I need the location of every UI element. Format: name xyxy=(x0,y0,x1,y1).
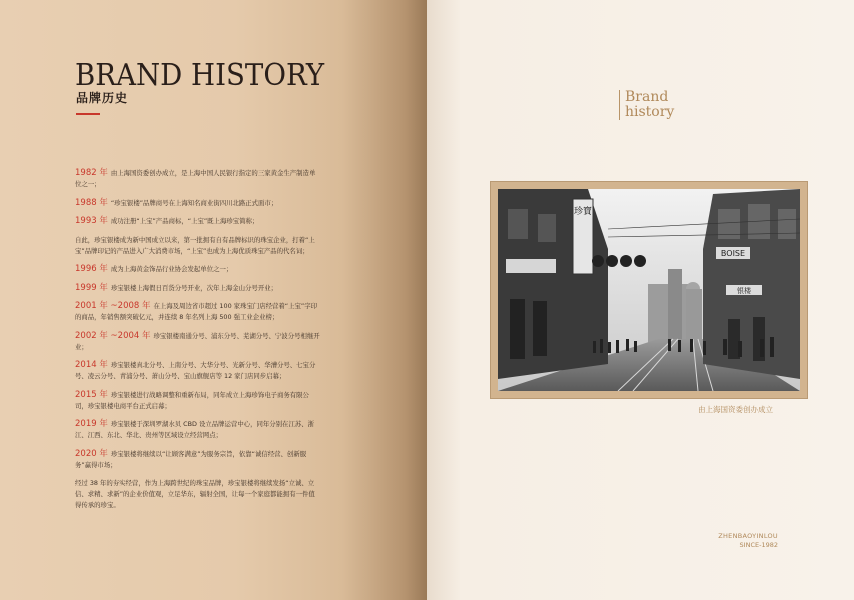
signature-brand: ZHENBAOYINLOU xyxy=(718,532,778,540)
page-title: BRAND HISTORY xyxy=(75,58,325,93)
timeline-year: 2001 年 ~2008 年 xyxy=(75,301,151,311)
timeline-entry xyxy=(75,419,320,441)
title-underline xyxy=(76,113,100,115)
brand-signature xyxy=(700,532,778,550)
timeline-entry xyxy=(75,283,320,294)
timeline-year: 1988 年 xyxy=(75,197,108,208)
timeline-text: 珍宝银楼进行战略调整和重新布局，同年成立上海珍饰电子商务有限公司，珍宝银楼电商平台正式启幕； xyxy=(75,390,309,410)
shop-sign-char-1: 珍寶 xyxy=(573,207,593,217)
timeline-entry xyxy=(75,235,320,257)
timeline-text: “珍宝银楼”品牌商号在上海知名商业街四川北路正式面市； xyxy=(110,198,278,207)
timeline-text: 珍宝银楼南通分号、浦东分号、芜湖分号、宁波分号相继开业； xyxy=(75,331,320,351)
historical-street-photo xyxy=(498,189,800,391)
photo-frame xyxy=(490,181,808,399)
timeline-text: 珍宝银楼上海假日百货分号开业，次年上海金山分号开业； xyxy=(110,283,277,292)
timeline-text: 成为上海黄金饰品行业协会发起单位之一； xyxy=(110,265,233,273)
timeline-year: 2014 年 xyxy=(75,360,108,370)
timeline-year: 1993 年 xyxy=(75,216,108,226)
timeline-year: 1982 年 xyxy=(75,168,108,178)
timeline-entry xyxy=(75,264,320,275)
timeline-entry xyxy=(75,390,320,412)
timeline-entry xyxy=(75,449,320,471)
brand-label-line2: history xyxy=(625,104,675,120)
timeline-text: 珍宝银楼于深圳罗湖水贝 CBD 设立品牌运营中心，同年分别在江苏、浙江、江西、东北、华北、贵州等区域设立经营网点； xyxy=(75,420,315,439)
timeline-year: 2020 年 xyxy=(75,448,108,459)
brand-label-line1: Brand xyxy=(625,89,669,105)
history-timeline xyxy=(75,168,320,519)
brand-history-label xyxy=(619,90,674,120)
timeline-year: 2015 年 xyxy=(75,389,108,400)
yinlou-sign: 银楼 xyxy=(737,287,751,295)
timeline-entry xyxy=(75,360,320,382)
timeline-entry xyxy=(75,168,320,190)
timeline-entry xyxy=(75,301,320,323)
timeline-entry xyxy=(75,216,320,227)
timeline-text: 珍宝银楼真北分号、上南分号、大华分号、光新分号、华漕分号、七宝分号、凌云分号、青浦分号、萧山分号、宝山旗舰店等 12 家门店同步启幕； xyxy=(75,361,316,380)
timeline-entry xyxy=(75,331,320,353)
signature-since: SINCE-1982 xyxy=(739,541,778,549)
timeline-entry xyxy=(75,198,320,209)
timeline-text: 成功注册“上宝”产品商标，“上宝”既上海珍宝简称； xyxy=(110,217,259,225)
timeline-year: 1999 年 xyxy=(75,282,108,293)
timeline-text: 珍宝银楼将继续以“让顾客满意”为服务宗旨，依靠“诚信经营、创新服务”赢得市场； xyxy=(75,449,307,469)
photo-caption: 由上海国资委创办成立 xyxy=(698,405,773,414)
timeline-text: 经过 38 年的夯实经营，作为上海跨世纪的珠宝品牌，珍宝银楼将继续发扬“立诚、立信、求精、求新”的企业价值观，立足华东，辐射全国，让每一个家庭都能拥有一件值得传承的珍宝。 xyxy=(75,479,315,509)
timeline-year: 1996 年 xyxy=(75,264,108,274)
timeline-year: 2002 年 ~2004 年 xyxy=(75,330,151,341)
timeline-year: 2019 年 xyxy=(75,419,108,429)
timeline-text: 自此，珍宝银楼成为新中国成立以来，第一批拥有自有品牌标识的珠宝企业，打着“上宝”品牌印记的产品进入广大消费市场，“上宝”也成为上海优质珠宝产品的代名词； xyxy=(75,235,315,255)
timeline-text: 在上海及周边省市超过 100 家珠宝门店经营着“上宝”字印的商品，年销售额突破亿元，并连续 8 年名列上海 500 强工业企业榜； xyxy=(75,302,317,321)
page-subtitle: 品牌历史 xyxy=(76,91,129,105)
timeline-text: 由上海国资委创办成立，是上海中国人民银行指定的三家黄金生产制造单位之一； xyxy=(75,169,316,188)
timeline-entry xyxy=(75,478,320,511)
boise-sign: BOISE xyxy=(720,249,746,258)
